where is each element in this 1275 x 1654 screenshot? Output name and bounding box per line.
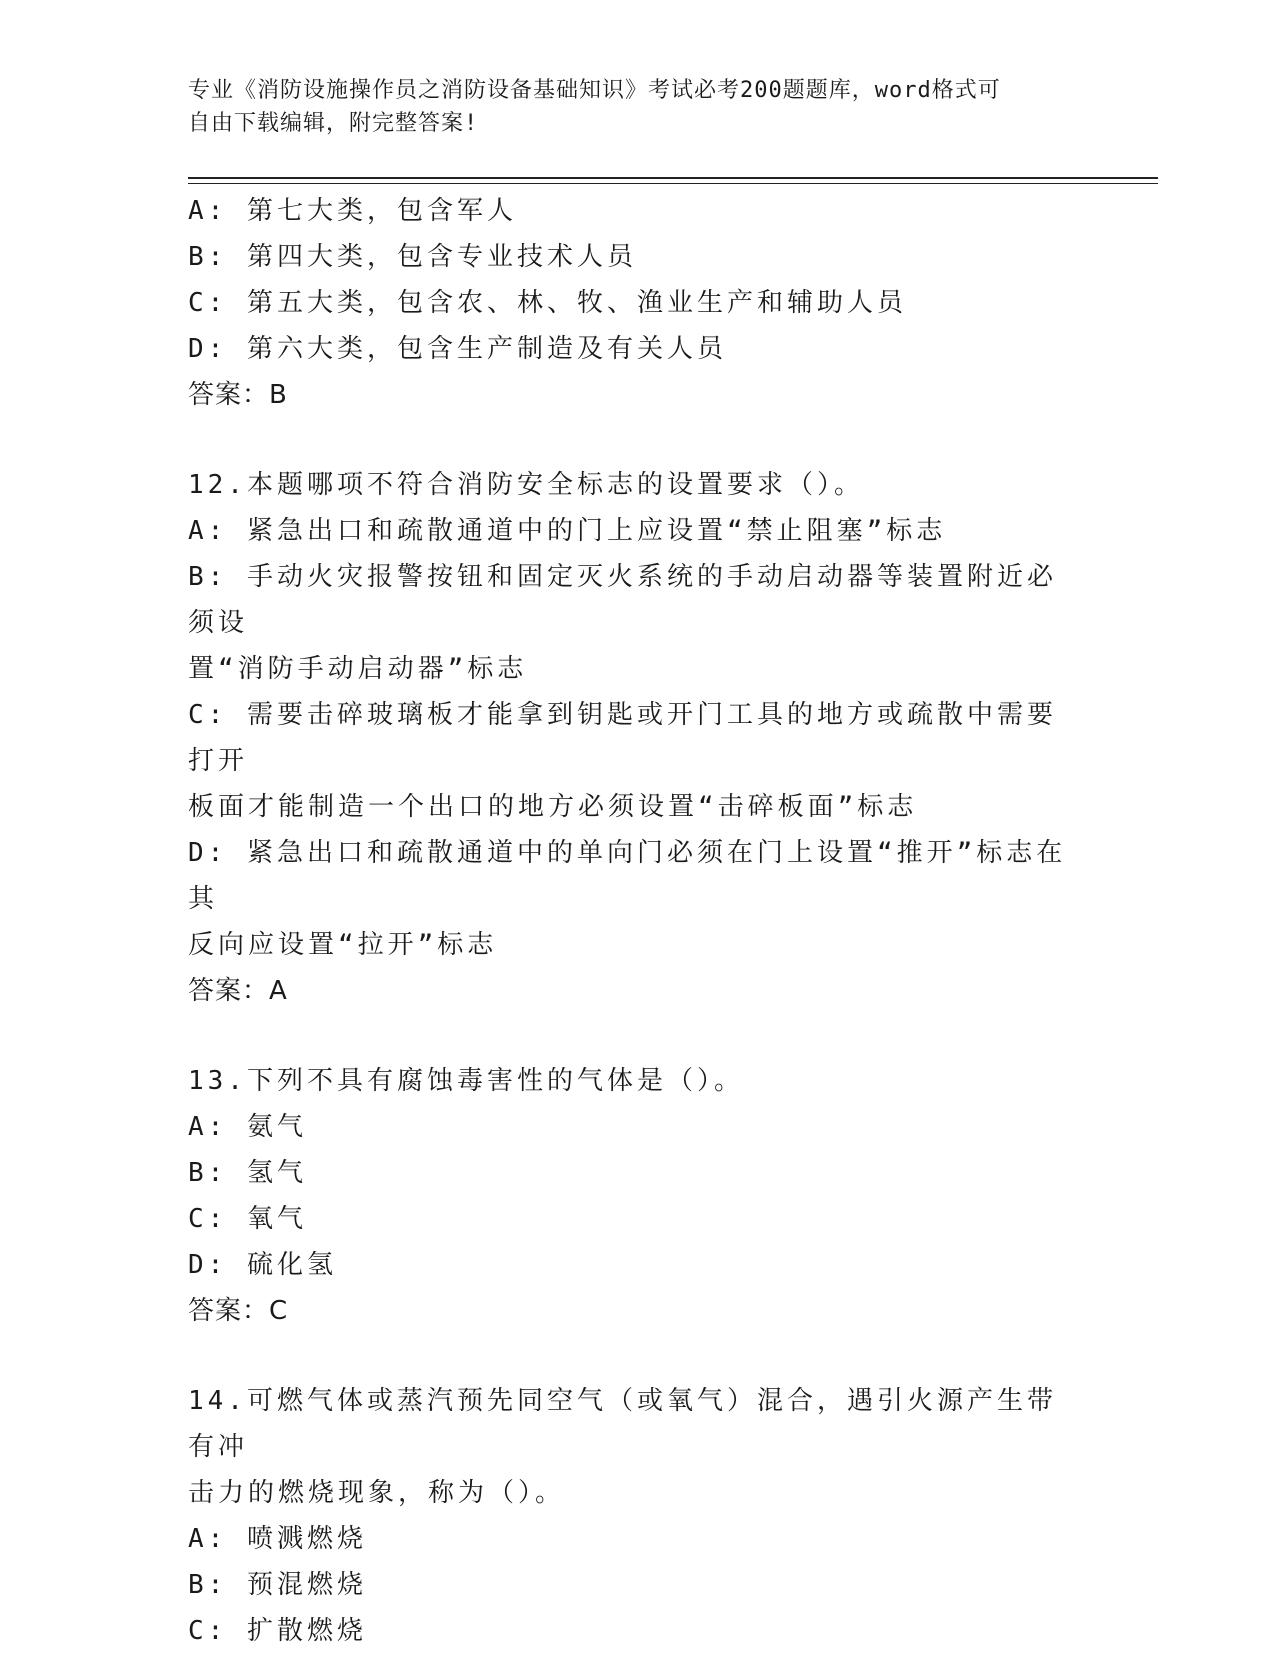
document-header <box>188 74 1068 140</box>
question-stem-continued: 击力的燃烧现象，称为（）。 <box>188 1478 566 1508</box>
question-13 <box>188 1058 1078 1334</box>
question-stem: 13.下列不具有腐蚀毒害性的气体是（）。 <box>188 1066 744 1096</box>
option-c: C: 第五大类，包含农、林、牧、渔业生产和辅助人员 <box>188 288 907 318</box>
question-stem: 14.可燃气体或蒸汽预先同空气（或氧气）混合，遇引火源产生带有冲 <box>188 1386 1057 1462</box>
option-c: C: 氧气 <box>188 1204 307 1234</box>
option-b: B: 手动火灾报警按钮和固定灭火系统的手动启动器等装置附近必须设 <box>188 562 1057 638</box>
spacer <box>188 1334 1078 1378</box>
question-list <box>188 188 1078 1654</box>
option-b: B: 预混燃烧 <box>188 1570 367 1600</box>
question-11 <box>188 188 1078 418</box>
question-stem: 12.本题哪项不符合消防安全标志的设置要求（）。 <box>188 470 864 500</box>
header-divider-thick <box>188 177 1158 179</box>
option-d: D: 第六大类，包含生产制造及有关人员 <box>188 334 727 364</box>
option-a: A: 喷溅燃烧 <box>188 1524 367 1554</box>
option-b: B: 第四大类，包含专业技术人员 <box>188 242 637 272</box>
spacer <box>188 1014 1078 1058</box>
answer: 答案：A <box>188 976 288 1006</box>
option-b-continued: 置“消防手动启动器”标志 <box>188 654 528 684</box>
option-a: A: 紧急出口和疏散通道中的门上应设置“禁止阻塞”标志 <box>188 516 947 546</box>
option-c: C: 需要击碎玻璃板才能拿到钥匙或开门工具的地方或疏散中需要打开 <box>188 700 1057 776</box>
option-b: B: 氢气 <box>188 1158 307 1188</box>
option-c: C: 扩散燃烧 <box>188 1616 367 1646</box>
question-12 <box>188 462 1078 1014</box>
option-a: A: 第七大类，包含军人 <box>188 196 517 226</box>
spacer <box>188 418 1078 462</box>
header-divider-thin <box>188 183 1158 184</box>
answer: 答案：C <box>188 1296 289 1326</box>
option-d: D: 紧急出口和疏散通道中的单向门必须在门上设置“推开”标志在其 <box>188 838 1067 914</box>
option-d: D: 硫化氢 <box>188 1250 337 1280</box>
question-14 <box>188 1378 1078 1654</box>
header-line-1: 专业《消防设施操作员之消防设备基础知识》考试必考200题题库，word格式可 <box>188 78 1001 103</box>
header-line-2: 自由下载编辑，附完整答案! <box>188 111 479 136</box>
option-c-continued: 板面才能制造一个出口的地方必须设置“击碎板面”标志 <box>188 792 918 822</box>
answer: 答案：B <box>188 380 288 410</box>
option-d-continued: 反向应设置“拉开”标志 <box>188 930 498 960</box>
option-a: A: 氨气 <box>188 1112 307 1142</box>
